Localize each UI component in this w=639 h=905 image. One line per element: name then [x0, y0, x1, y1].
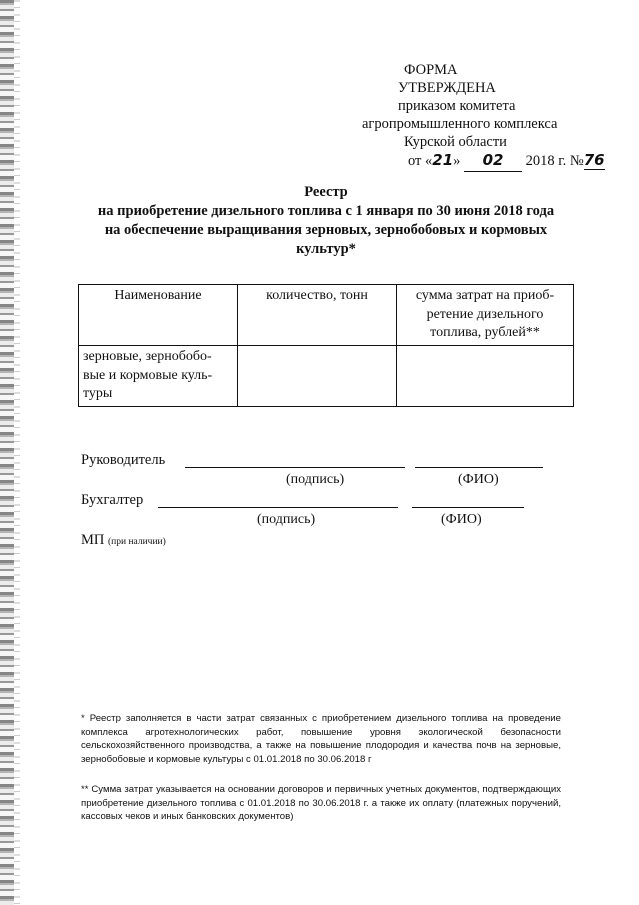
approval-committee-text: агропромышленного комплекса [362, 116, 558, 132]
accountant-signature-line[interactable] [158, 507, 398, 508]
table-row [79, 346, 574, 407]
head-name-caption: (ФИО) [458, 472, 499, 487]
head-name-line[interactable] [415, 467, 543, 468]
row-quantity-cell[interactable] [238, 346, 397, 407]
accountant-label: Бухгалтер [81, 492, 144, 508]
accountant-name-caption: (ФИО) [441, 512, 482, 527]
head-signature-caption: (подпись) [286, 472, 345, 487]
scan-edge-artifact [0, 0, 14, 905]
approval-region-text: Курской области [404, 134, 507, 150]
row-sum-cell[interactable] [397, 346, 574, 407]
footnote-1: * Реестр заполняется в части затрат связанных с приобретением дизельного топлива на проведение комплекса агротехнологических работ, повышение уровня экологической безопасности сельскохозяйственного производства, а также на повышение плодородия и качества почв на зерновые, зернобобовые и кормовые культуры с 01.01.2018 по 30.06.2018 г [81, 713, 561, 765]
registry-table [78, 284, 574, 407]
title-line-3: на обеспечение выращивания зерновых, зернобобовых и кормовых [104, 222, 548, 238]
scan-edge-artifact-light [14, 0, 20, 905]
title-line-1: Реестр [304, 184, 348, 200]
title-line-4: культур* [296, 241, 356, 257]
table-header-row [79, 285, 574, 346]
stamp-text: МП [81, 532, 105, 548]
row-label-line-1: зерновые, зернобобо- [83, 349, 212, 364]
head-label: Руководитель [81, 452, 166, 468]
stamp-label [81, 532, 166, 549]
row-label-line-2: вые и кормовые куль- [83, 367, 213, 383]
header-sum-line-2: ретение дизельного [426, 306, 544, 322]
header-sum-line-3: топлива, рублей** [430, 325, 540, 340]
row-crop-label [79, 346, 238, 407]
accountant-name-line[interactable] [412, 507, 524, 508]
handwritten-month: 02 [482, 151, 504, 169]
handwritten-day: 21 [432, 151, 454, 169]
approval-form-label: ФОРМА [404, 62, 458, 78]
approval-order-text: приказом комитета [398, 98, 516, 114]
date-prefix: от « [408, 153, 433, 169]
handwritten-number: 76 [583, 151, 605, 169]
date-year: 2018 г. [525, 153, 567, 169]
number-label: № [569, 153, 584, 169]
row-label-line-3: туры [83, 386, 113, 401]
head-signature-line[interactable] [185, 467, 405, 468]
footnote-2: ** Сумма затрат указывается на основании договоров и первичных учетных документов, подтверждающих приобретение дизельного топлива с 01.01.2018 по 30.06.2018 г. а также их оплату (платежных поручений, кассовых чеков и иных банковских документов) [81, 784, 561, 822]
date-month-field [464, 152, 522, 172]
title-line-2: на приобретение дизельного топлива с 1 января по 30 июня 2018 года [97, 203, 555, 219]
header-sum-line-1: сумма затрат на приоб- [415, 288, 555, 303]
header-name: Наименование [79, 285, 238, 346]
accountant-signature-caption: (подпись) [257, 512, 316, 527]
header-sum [397, 285, 574, 346]
stamp-note: (при наличии) [108, 537, 166, 547]
approval-approved-label: УТВЕРЖДЕНА [398, 80, 496, 96]
document-title [80, 183, 572, 259]
date-quote-close: » [453, 153, 461, 169]
approval-date-line [408, 152, 605, 172]
header-quantity: количество, тонн [238, 285, 397, 346]
